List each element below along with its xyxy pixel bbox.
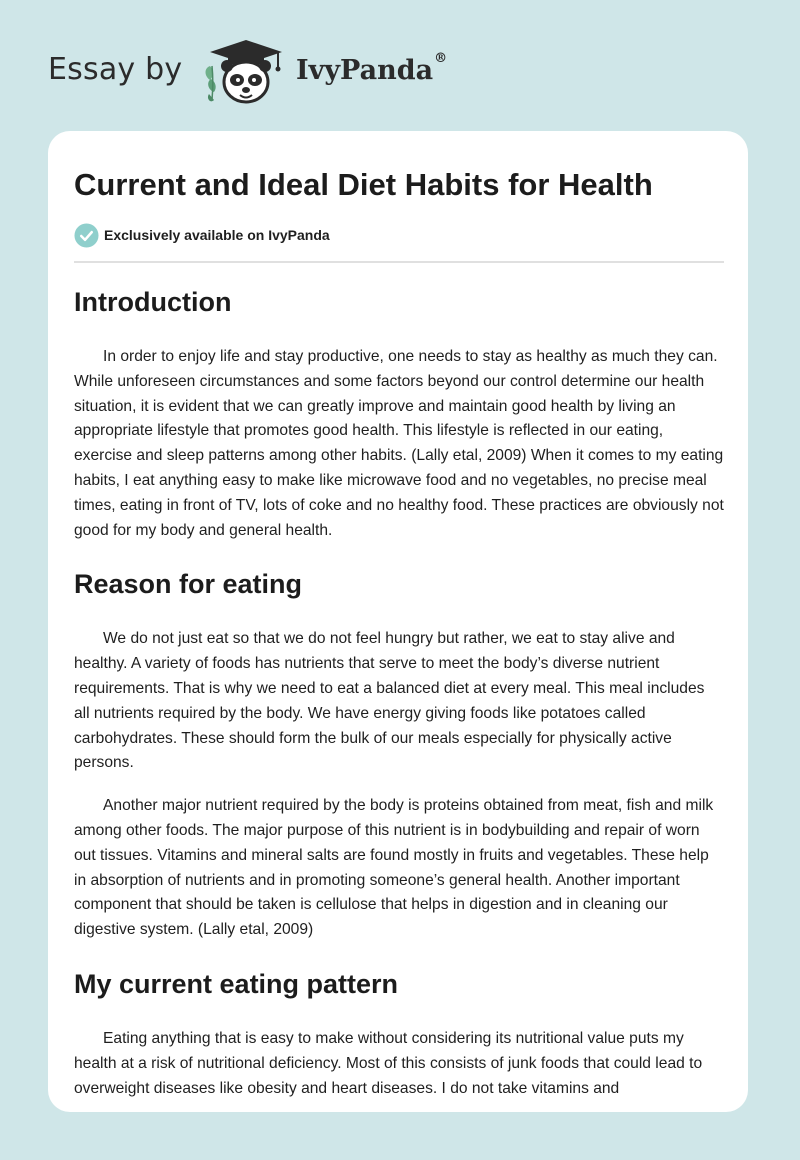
- paragraph: In order to enjoy life and stay productive, one needs to stay as healthy as much they can. While unforeseen circumstances and some factors beyond our control determine our health situation, it is evident that we can greatly improve and maintain good health by living an appropriate lifestyle that promotes good health. This lifestyle is reflected in our eating, exercise and sleep patterns among other habits. (Lally etal, 2009) When it comes to my eating habits, I eat anything easy to make like microwave food and no vegetables, no precise meal times, eating in front of TV, lots of coke and no healthy food. These practices are obviously not good for my body and general health.: [74, 348, 724, 539]
- paragraph: Another major nutrient required by the body is proteins obtained from meat, fish and milk among other foods. The major purpose of this nutrient is in bodybuilding and repair of worn out tissues. Vitamins and mineral salts are found mostly in fruits and vegetables. These help in absorption of nutrients and in promoting someone’s general health. Another important component that should be taken is cellulose that helps in digestion and in cleaning our digestive system. (Lally etal, 2009): [74, 797, 714, 939]
- section-heading: Reason for eating: [74, 569, 303, 600]
- essay-body: [74, 281, 724, 1112]
- section-introduction: [74, 281, 724, 543]
- ivypanda-logo-icon[interactable]: [200, 36, 292, 108]
- title-divider: [74, 261, 724, 263]
- essay-title: Current and Ideal Diet Habits for Health: [74, 167, 653, 202]
- brand-prefix: Essay by: [48, 52, 183, 87]
- section-heading: My current eating pattern: [74, 968, 399, 999]
- site-header: [0, 0, 800, 130]
- brand-name[interactable]: IvyPanda®: [296, 51, 448, 86]
- exclusive-badge-label: Exclusively available on IvyPanda: [104, 227, 330, 243]
- paragraph: We do not just eat so that we do not feel hungry but rather, we eat to stay alive and healthy. A variety of foods has nutrients that serve to meet the body’s diverse nutrient requirements. That is why we need to eat a balanced diet at every meal. This meal includes all nutrients required by the body. We have energy giving foods like potatoes called carbohydrates. These should form the bulk of our meals especially for physically active persons.: [74, 630, 705, 772]
- section-heading: Introduction: [74, 287, 232, 317]
- paragraph: Eating anything that is easy to make without considering its nutritional value puts my health at a risk of nutritional deficiency. Most of this consists of junk foods that could lead to overweight diseases like obesity and heart diseases. I do not take vitamins and: [74, 1029, 703, 1097]
- exclusive-badge: [74, 222, 330, 248]
- section-reason-for-eating: [74, 563, 724, 943]
- check-circle-icon: [74, 223, 99, 248]
- essay-card: [48, 131, 748, 1112]
- section-current-eating-pattern: [74, 963, 724, 1101]
